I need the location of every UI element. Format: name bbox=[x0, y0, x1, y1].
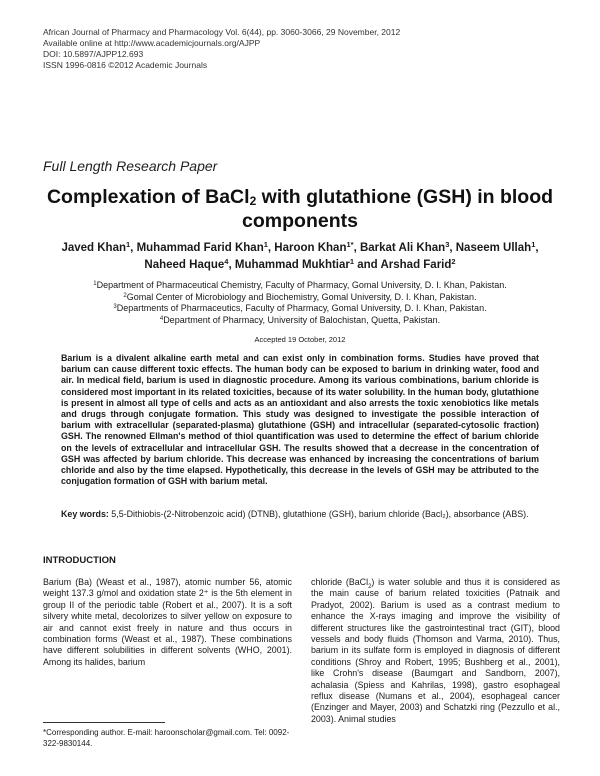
author-name: Muhammad Mukhtiar bbox=[234, 259, 350, 271]
availability-line: Available online at http://www.academicjournals.org/AJPP bbox=[43, 38, 261, 48]
issn-line: ISSN 1996-0816 ©2012 Academic Journals bbox=[43, 60, 208, 70]
author-name: Barkat Ali Khan bbox=[359, 242, 446, 254]
keywords-label: Key words: bbox=[61, 509, 109, 519]
accepted-date: Accepted 19 October, 2012 bbox=[254, 335, 346, 344]
author-name: Muhammad Farid Khan bbox=[136, 242, 264, 254]
keywords bbox=[61, 509, 539, 521]
section-heading-introduction: INTRODUCTION bbox=[43, 555, 116, 566]
author-affiliation-mark: 1 bbox=[126, 240, 131, 249]
journal-citation: African Journal of Pharmacy and Pharmacology Vol. 6(44), pp. 3060-3066, 29 November, 2012 bbox=[43, 27, 401, 37]
author-list: Javed Khan$^1$, Muhammad Farid Khan$^1$, Haroon Khan$^{1*}$, Barkat Ali Khan$^3$, Naseem Ullah$^1$, Naheed Haque$^4$, Muhammad Mukhtiar$^1$ and Arshad Farid$^2$ bbox=[61, 240, 539, 271]
affiliation-item: $^4$Department of Pharmacy, University of Balochistan, Quetta, Pakistan. bbox=[159, 314, 441, 325]
author-affiliation-mark: 1* bbox=[346, 240, 354, 249]
affiliation-item: $^3$Departments of Pharmaceutics, Faculty of Pharmacy, Gomal University, D. I. Khan, Pakistan. bbox=[113, 303, 487, 313]
author-affiliation-mark: 3 bbox=[445, 240, 450, 249]
author-name: Arshad Farid bbox=[380, 259, 452, 271]
affiliation-item: $^2$Gomal Center of Microbiology and Biochemistry, Gomal University, D. I. Khan, Pakistan. bbox=[123, 291, 477, 302]
author-name: Naseem Ullah bbox=[455, 242, 532, 254]
author-name: Naheed Haque bbox=[144, 259, 225, 271]
footnote-divider bbox=[43, 722, 165, 723]
paper-title bbox=[40, 185, 560, 233]
abstract: Barium is a divalent alkaline earth metal and can exist only in combination forms. Studies have proved that barium can cause different toxic effects. The human body can be exposed to barium in drinking water, food and air. In medical field, barium is used in diagnostic procedure. Among its various combinations, barium chloride is considered most important in its related toxicities, because of its water solubility. In the human body, glutathione is present in almost all type of cells and acts as an antioxidant and also arrests the toxic xenobiotics like metals and drugs through conjugate formation. This study was designed to investigate the possible interaction of barium with extracellular (separated-plasma) glutathione (GSH) and intracellular (separated-cytosolic fraction) GSH. The renowned Ellman's method of thiol quantification was used to determine the effect of barium chloride on the levels of extracellular and intracellular GSH. The results showed that a decrease in the concentration of GSH was affected by barium chloride. This decrease was enhanced by increasing the concentrations of barium chloride and also by the time elapsed. Hypothetically, this decrease in the levels of GSH may be attributed to the conjugation formation of GSH with barium metal. bbox=[61, 353, 539, 487]
affiliation-list bbox=[40, 280, 560, 326]
doi-line: DOI: 10.5897/AJPP12.693 bbox=[43, 49, 144, 59]
intro-column-right: chloride (BaCl$_2$) is water soluble and thus it is considered as the main cause of barium related toxicities (Patnaik and Pradyot, 2002). Barium is used as a contrast medium to enhance the X-rays imaging and improve the visibility of different structures like the gastrointestinal tract (GIT), blood vessels and body fluids (Thomson and Varma, 2010). Thus, barium in its sulfate form is employed in diagnosis of different conditions (Shroy and Robert, 1995; Bushberg et al., 2001), like Crohn's disease (Baumgart and Sandborn, 2007), achalasia (Spiess and Kahrilas, 1998), gastro esophageal reflux disease (Numans et al., 2004), esophageal cancer (Enzinger and Mayer, 2003) and Schatzki ring (Pezzullo et al., 2003). Animal studies bbox=[311, 577, 560, 724]
author-affiliation-mark: 1 bbox=[531, 240, 536, 249]
corresponding-author-footnote: *Corresponding author. E-mail: haroonscholar@gmail.com. Tel: 0092-322-9830144. bbox=[43, 728, 290, 748]
author-affiliation-mark: 4 bbox=[224, 257, 229, 266]
journal-header bbox=[43, 27, 400, 71]
author-affiliation-mark: 2 bbox=[451, 257, 456, 266]
title-subscript: 2 bbox=[249, 194, 257, 208]
author-name: Javed Khan bbox=[61, 242, 126, 254]
paper-type: Full Length Research Paper bbox=[43, 158, 218, 174]
title-part1: Complexation of BaCl bbox=[46, 186, 250, 208]
title-part2: with glutathione (GSH) in blood components bbox=[242, 186, 554, 232]
affiliation-item: $^1$Department of Pharmaceutical Chemistry, Faculty of Pharmacy, Gomal University, D. I. Khan, Pakistan. bbox=[93, 280, 507, 290]
author-name: Haroon Khan bbox=[274, 242, 347, 254]
author-affiliation-mark: 1 bbox=[263, 240, 268, 249]
intro-column-left: Barium (Ba) (Weast et al., 1987), atomic number 56, atomic weight 137.3 g/mol and oxidation state 2⁺ is the 5th element in group II of the periodic table (Robert et al., 2007). It is a soft silvery white metal, decolorizes to silver yellow on exposure to air and cannot exist freely in nature and thus occurs in combination forms (Weast et al., 1987). These combinations have different solubilities in different solvents (WHO, 2001). Among its halides, barium bbox=[43, 577, 292, 667]
author-affiliation-mark: 1 bbox=[349, 257, 355, 266]
keywords-text: 5,5-Dithiobis-(2-Nitrobenzoic acid) (DTNB), glutathione (GSH), barium chloride (Bacl₂), absorbance (ABS). bbox=[108, 509, 529, 519]
